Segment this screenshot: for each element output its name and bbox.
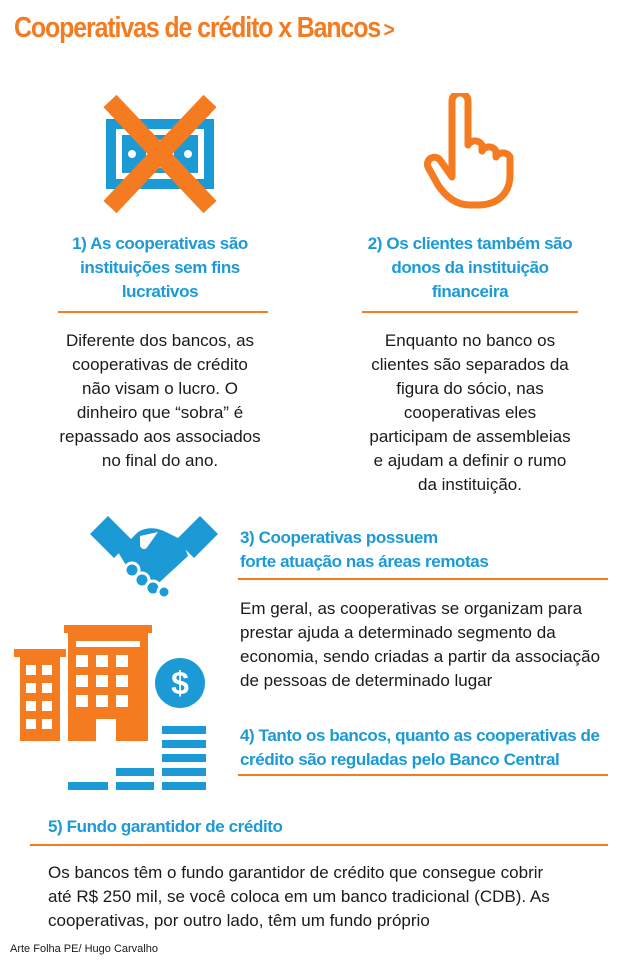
svg-text:$: $ — [171, 665, 189, 701]
section-4-rule — [238, 774, 608, 776]
page-title-text: Cooperativas de crédito x Bancos — [14, 12, 381, 44]
section-4-heading: 4) Tanto os bancos, quanto as cooperativas de crédito são reguladas pelo Banco Central — [240, 726, 600, 769]
section-2-heading: 2) Os clientes também são donos da instituição financeira — [367, 234, 573, 301]
section-1-heading: 1) As cooperativas são instituições sem fins lucrativos — [72, 234, 248, 301]
section-3-body: Em geral, as cooperativas se organizam para prestar ajuda a determinado segmento da economia, sendo criadas a partir da associação de pessoas de determinado lugar — [240, 599, 601, 690]
section-5-rule — [30, 844, 608, 846]
pointing-hand-icon — [422, 93, 518, 211]
section-1-body: Diferente dos bancos, as cooperativas de crédito não visam o lucro. O dinheiro que “sobra” é repassado aos associados no final do ano. — [59, 331, 261, 470]
bar-chart-icon — [68, 722, 208, 802]
crossed-out-banknote-icon — [100, 95, 220, 213]
page-title — [14, 12, 394, 45]
section-1-rule — [58, 311, 268, 313]
section-5-body: Os bancos têm o fundo garantidor de crédito que consegue cobrir até R$ 250 mil, se você coloca em um banco tradicional (CDB). As cooperativas, por outro lado, têm um fundo próprio — [48, 863, 550, 930]
section-3-rule — [238, 578, 608, 580]
credit-line: Arte Folha PE/ Hugo Carvalho — [10, 943, 158, 955]
section-2-rule — [362, 311, 578, 313]
section-2-body: Enquanto no banco os clientes são separados da figura do sócio, nas cooperativas eles participam de assembleias e ajudam a definir o rumo da instituição. — [369, 331, 571, 494]
dollar-coin-icon — [154, 657, 206, 709]
section-5-heading: 5) Fundo garantidor de crédito — [48, 817, 283, 836]
handshake-icon — [88, 510, 220, 600]
title-arrow: > — [383, 17, 394, 42]
section-3-heading: 3) Cooperativas possuem forte atuação nas áreas remotas — [240, 528, 489, 571]
